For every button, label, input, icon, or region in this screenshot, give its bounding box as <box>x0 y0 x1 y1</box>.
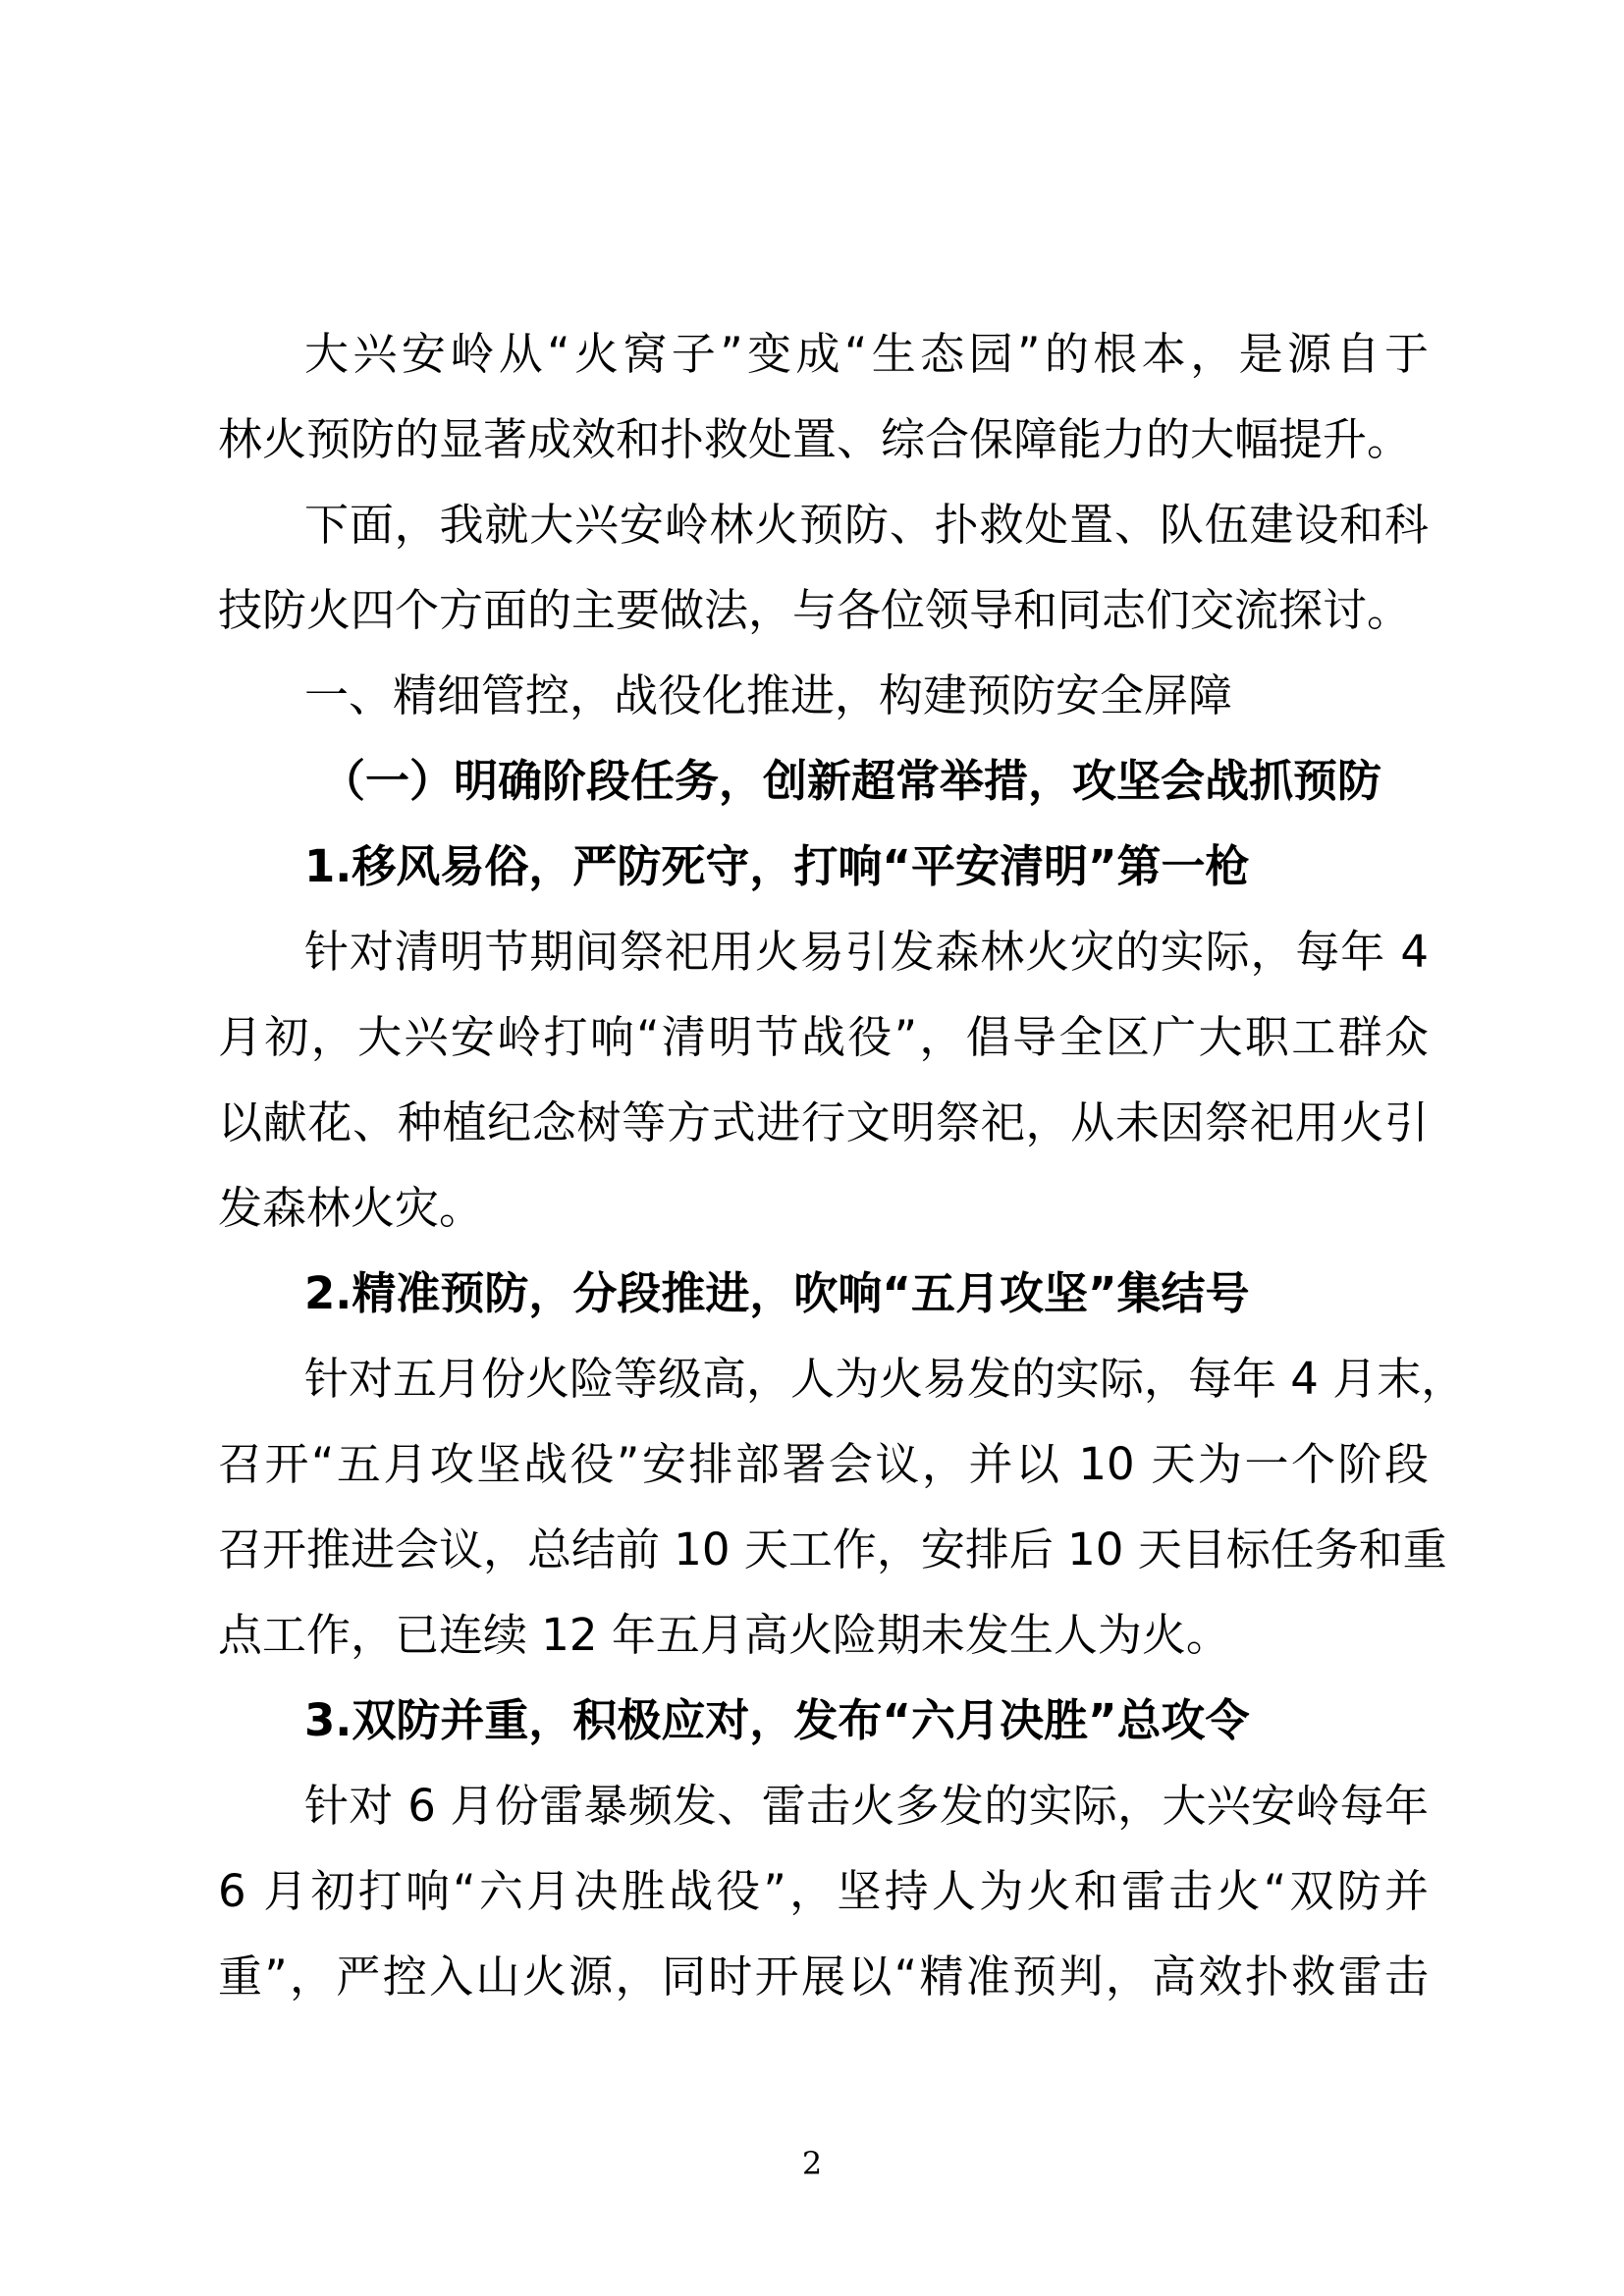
section-heading: 一、精细管控，战役化推进，构建预防安全屏障 <box>304 669 1233 721</box>
paragraph-line: 针对清明节期间祭祀用火易引发森林火灾的实际，每年 4 <box>304 926 1429 978</box>
section-heading: 1.移风易俗，严防死守，打响“平安清明”第一枪 <box>304 840 1250 892</box>
section-heading: （一）明确阶段任务，创新超常举措，攻坚会战抓预防 <box>321 755 1382 807</box>
paragraph-line: 重”，严控入山火源，同时开展以“精准预判，高效扑救雷击 <box>218 1950 1429 2002</box>
paragraph-line: 下面，我就大兴安岭林火预防、扑救处置、队伍建设和科 <box>304 499 1429 551</box>
section-heading: 3.双防并重，积极应对，发布“六月决胜”总攻令 <box>304 1694 1250 1746</box>
paragraph-line: 针对五月份火险等级高，人为火易发的实际，每年 4 月末， <box>304 1353 1466 1405</box>
paragraph-line: 召开推进会议，总结前 10 天工作，安排后 10 天目标任务和重 <box>218 1523 1447 1575</box>
paragraph-line: 技防火四个方面的主要做法，与各位领导和同志们交流探讨。 <box>218 584 1412 636</box>
paragraph-line: 以献花、种植纪念树等方式进行文明祭祀，从未因祭祀用火引 <box>218 1096 1429 1148</box>
paragraph-line: 点工作，已连续 12 年五月高火险期未发生人为火。 <box>218 1609 1230 1661</box>
paragraph-line: 林火预防的显著成效和扑救处置、综合保障能力的大幅提升。 <box>218 413 1412 465</box>
page-number: 2 <box>801 2145 823 2182</box>
paragraph-line: 针对 6 月份雷暴频发、雷击火多发的实际，大兴安岭每年 <box>304 1780 1429 1832</box>
paragraph-line: 大兴安岭从“火窝子”变成“生态园”的根本，是源自于 <box>304 328 1429 380</box>
section-heading: 2.精准预防，分段推进，吹响“五月攻坚”集结号 <box>304 1267 1250 1319</box>
paragraph-line: 6 月初打响“六月决胜战役”，坚持人为火和雷击火“双防并 <box>218 1865 1429 1917</box>
paragraph-line: 月初，大兴安岭打响“清明节战役”，倡导全区广大职工群众 <box>218 1011 1429 1063</box>
paragraph-line: 发森林火灾。 <box>218 1182 484 1234</box>
paragraph-line: 召开“五月攻坚战役”安排部署会议，并以 10 天为一个阶段 <box>218 1438 1429 1490</box>
